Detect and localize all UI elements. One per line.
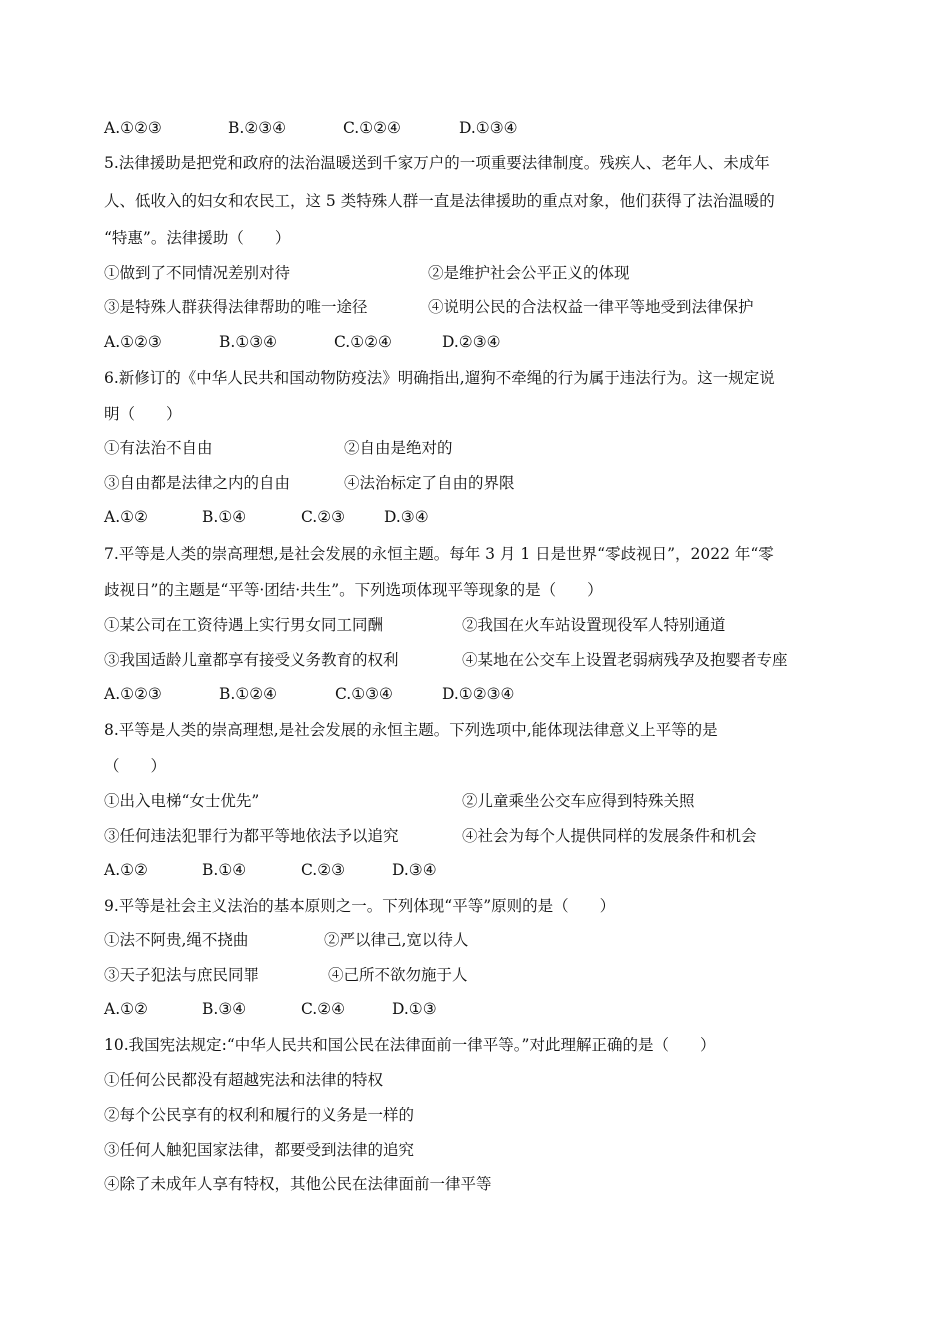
q8-item-1: ①出入电梯“女士优先” (104, 792, 260, 810)
q9-stem-line-1: 9.平等是社会主义法治的基本原则之一。下列体现“平等”原则的是（ ） (104, 897, 616, 915)
q7-item-3: ③我国适龄儿童都享有接受义务教育的权利 (104, 651, 399, 669)
q6-choice-c[interactable]: C.②③ (301, 508, 346, 526)
q8-item-2: ②儿童乘坐公交车应得到特殊关照 (462, 792, 695, 810)
q7-item-4: ④某地在公交车上设置老弱病残孕及抱婴者专座 (462, 651, 788, 669)
q5-item-4: ④说明公民的合法权益一律平等地受到法律保护 (428, 298, 754, 316)
q9-item-3: ③天子犯法与庶民同罪 (104, 966, 260, 984)
q4-choice-c[interactable]: C.①②④ (343, 119, 401, 137)
q5-choice-a[interactable]: A.①②③ (104, 333, 162, 351)
q6-item-1: ①有法治不自由 (104, 439, 213, 457)
q9-choice-d[interactable]: D.①③ (392, 1000, 437, 1018)
q5-stem-line-1: 5.法律援助是把党和政府的法治温暖送到千家万户的一项重要法律制度。残疾人、老年人、未成年 (104, 154, 770, 172)
q8-item-3: ③任何违法犯罪行为都平等地依法予以追究 (104, 827, 399, 845)
q7-choice-c[interactable]: C.①③④ (335, 685, 393, 703)
q9-item-4: ④己所不欲勿施于人 (328, 966, 468, 984)
q10-item-3: ③任何人触犯国家法律，都要受到法律的追究 (104, 1141, 415, 1159)
q9-choice-a[interactable]: A.①② (104, 1000, 148, 1018)
q6-stem-line-1: 6.新修订的《中华人民共和国动物防疫法》明确指出,遛狗不牵绳的行为属于违法行为。这一规定说 (104, 369, 775, 387)
q8-choice-a[interactable]: A.①② (104, 861, 148, 879)
q4-choice-a[interactable]: A.①②③ (104, 119, 162, 137)
q8-choice-d[interactable]: D.③④ (392, 861, 437, 879)
q5-choice-b[interactable]: B.①③④ (219, 333, 278, 351)
q8-stem-line-1: 8.平等是人类的崇高理想,是社会发展的永恒主题。下列选项中,能体现法律意义上平等的是 (104, 721, 718, 739)
q10-item-4: ④除了未成年人享有特权，其他公民在法律面前一律平等 (104, 1175, 492, 1193)
q5-item-1: ①做到了不同情况差别对待 (104, 264, 291, 282)
q6-stem-line-2: 明（ ） (104, 405, 182, 423)
q8-item-4: ④社会为每个人提供同样的发展条件和机会 (462, 827, 757, 845)
q6-item-2: ②自由是绝对的 (344, 439, 453, 457)
q10-stem-line-1: 10.我国宪法规定:“中华人民共和国公民在法律面前一律平等。”对此理解正确的是（ ） (104, 1036, 716, 1054)
q5-stem-line-3: “特惠”。法律援助（ ） (104, 229, 291, 247)
q9-item-1: ①法不阿贵,绳不挠曲 (104, 931, 249, 949)
q8-stem-line-2: （ ） (104, 757, 167, 775)
q6-choice-d[interactable]: D.③④ (384, 508, 429, 526)
q6-choice-b[interactable]: B.①④ (202, 508, 247, 526)
q7-choice-d[interactable]: D.①②③④ (442, 685, 515, 703)
q7-choice-a[interactable]: A.①②③ (104, 685, 162, 703)
q5-choice-d[interactable]: D.②③④ (442, 333, 501, 351)
q10-item-1: ①任何公民都没有超越宪法和法律的特权 (104, 1071, 384, 1089)
q5-item-2: ②是维护社会公平正义的体现 (428, 264, 630, 282)
q5-stem-line-2: 人、低收入的妇女和农民工，这 5 类特殊人群一直是法律援助的重点对象，他们获得了法治温暖的 (104, 192, 775, 210)
q10-item-2: ②每个公民享有的权利和履行的义务是一样的 (104, 1106, 415, 1124)
q6-item-3: ③自由都是法律之内的自由 (104, 474, 291, 492)
q7-item-1: ①某公司在工资待遇上实行男女同工同酬 (104, 616, 384, 634)
q7-choice-b[interactable]: B.①②④ (219, 685, 278, 703)
q8-choice-b[interactable]: B.①④ (202, 861, 247, 879)
q5-choice-c[interactable]: C.①②④ (334, 333, 392, 351)
q4-choice-d[interactable]: D.①③④ (459, 119, 518, 137)
q9-choice-c[interactable]: C.②④ (301, 1000, 346, 1018)
q6-choice-a[interactable]: A.①② (104, 508, 148, 526)
q9-choice-b[interactable]: B.③④ (202, 1000, 247, 1018)
q7-item-2: ②我国在火车站设置现役军人特别通道 (462, 616, 726, 634)
q7-stem-line-1: 7.平等是人类的崇高理想,是社会发展的永恒主题。每年 3 月 1 日是世界“零歧视日”，2022 年“零 (104, 545, 774, 563)
q5-item-3: ③是特殊人群获得法律帮助的唯一途径 (104, 298, 368, 316)
q9-item-2: ②严以律己,宽以待人 (324, 931, 469, 949)
q4-choice-b[interactable]: B.②③④ (228, 119, 287, 137)
q6-item-4: ④法治标定了自由的界限 (344, 474, 515, 492)
q8-choice-c[interactable]: C.②③ (301, 861, 346, 879)
q7-stem-line-2: 歧视日”的主题是“平等·团结·共生”。下列选项体现平等现象的是（ ） (104, 581, 603, 599)
